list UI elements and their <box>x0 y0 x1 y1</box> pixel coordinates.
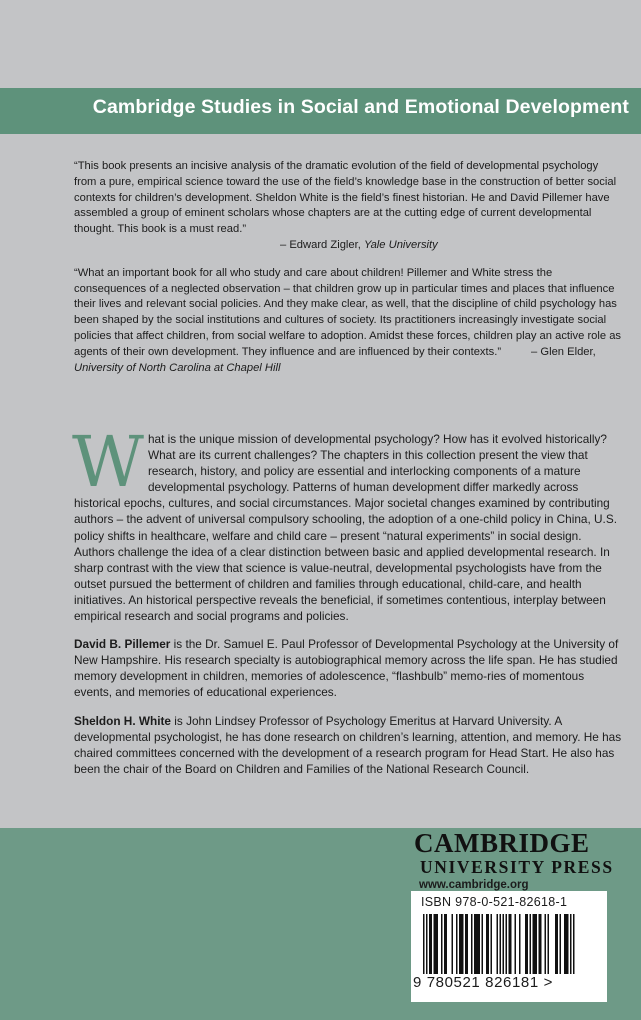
barcode-digits: 9 780521 826181 > <box>413 974 553 991</box>
barcode-bar <box>465 914 468 974</box>
endorsement-author: – Glen Elder, <box>531 345 596 358</box>
barcode-bar <box>434 914 439 974</box>
barcode-digit-text: 9 780521 826181 <box>413 974 539 991</box>
barcode-bar <box>515 914 517 974</box>
publisher-logo <box>414 829 614 893</box>
barcode-bar <box>506 914 508 974</box>
barcode-bar <box>497 914 499 974</box>
barcode-bar <box>491 914 493 974</box>
bio-name: David B. Pillemer <box>74 637 171 652</box>
barcode-bar <box>486 914 489 974</box>
barcode-bar <box>545 914 547 974</box>
isbn-label: ISBN 978-0-521-82618-1 <box>421 895 568 909</box>
barcode-bar <box>459 914 464 974</box>
series-title: Cambridge Studies in Social and Emotional Development <box>92 96 629 118</box>
barcode-bar <box>555 914 558 974</box>
endorsement-affiliation: University of North Carolina at Chapel Hill <box>74 361 281 374</box>
barcode-bar <box>500 914 502 974</box>
publisher-press: UNIVERSITY PRESS <box>420 857 614 877</box>
barcode-bar <box>429 914 432 974</box>
endorsement-text <box>74 266 622 377</box>
bio-text: is John Lindsey Professor of Psychology Emeritus at Harvard University. A developmental psychologist, he has done research on children’s learning, attention, and memory. He has chaired committees concerned with the development of a research program for Head Start. He also has been the chair of the Board on Children and Families of the National Research Council. <box>74 713 622 776</box>
publisher-url[interactable]: www.cambridge.org <box>419 879 529 891</box>
bio-pillemer <box>74 636 622 700</box>
barcode-bar <box>444 914 447 974</box>
barcode-bar <box>564 914 569 974</box>
publisher-name: CAMBRIDGE <box>414 828 590 858</box>
endorsement-attribution <box>74 238 622 254</box>
barcode-bar <box>509 914 512 974</box>
endorsement-zigler <box>74 159 622 254</box>
barcode-box <box>411 891 607 1002</box>
endorsement-elder <box>74 266 622 377</box>
barcode-bar <box>519 914 521 974</box>
endorsement-text-body: “What an important book for all who study and care about children! Pillemer and White stress the consequences of a neglected observation – that children grow up in particular times and places that influence their lives and relevant social policies. And they make clear, as well, that the discipline of child psychology has been shaped by the social institutions and cultures of society. Its practitioners increasingly investigate social policies that affect children, from social welfare to adoption. Amidst these forces, children play an active role as agents of their own development. They influence and are influenced by their contexts.” <box>74 266 622 358</box>
barcode-bar <box>426 914 428 974</box>
barcode-bar <box>525 914 528 974</box>
barcode-bar <box>539 914 542 974</box>
endorsement-author: – Edward Zigler, <box>280 238 364 251</box>
barcode-bar <box>573 914 575 974</box>
bio-name: Sheldon H. White <box>74 713 171 728</box>
barcode-bar <box>530 914 532 974</box>
book-description <box>72 421 622 777</box>
barcode-bar <box>456 914 458 974</box>
barcode-bar <box>452 914 454 974</box>
barcode-bar <box>503 914 505 974</box>
barcode-bar <box>560 914 562 974</box>
endorsements <box>74 159 622 376</box>
endorsement-affiliation: Yale University <box>363 238 438 251</box>
endorsement-text: “This book presents an incisive analysis of the dramatic evolution of the field of developmental psychology from a pure, empirical science toward the use of the field’s knowledge base in the construction of better social contexts for children’s development. Sheldon White is the field’s finest historian. He and David Pillemer have assembled a group of eminent scholars whose chapters are at the cutting edge of current developmental thought. This book is a must read.” <box>74 160 617 236</box>
barcode-icon <box>421 914 597 976</box>
barcode-bar <box>482 914 484 974</box>
bio-white <box>74 713 622 777</box>
drop-cap: W <box>72 421 144 503</box>
bio-text: is the Dr. Samuel E. Paul Professor of Developmental Psychology at the University of New Hampshire. His research specialty is autobiographical memory across the life span. He has studied memory development in children, memories of adolescence, “flashbulb” memo-ries of momentous events, and memories of educational experiences. <box>74 637 619 700</box>
barcode-bar <box>570 914 572 974</box>
barcode-bar <box>423 914 425 974</box>
barcode-bar <box>471 914 473 974</box>
description-text: hat is the unique mission of developmental psychology? How has it evolved historically? What are its current challenges? The chapters in this collection present the view that research, history, and policy are essential and interlocking components of a mature developmental psychology. Patterns of human development differ markedly across historical epochs, cultures, and social circumstances. Major societal changes examined by contributing authors – the advent of universal compulsory schooling, the adoption of a one-child policy in China, U.S. policy shifts in healthcare, welfare and child care – present “natural experiments” in social design. Authors challenge the idea of a clear distinction between basic and applied developmental research. In sharp contrast with the view that science is value-neutral, developmental psychologists have from the outset pursued the betterment of children and families through educational, child-care, and health initiatives. An historical perspective reveals the beneficial, if sometimes contentious, interplay between empirical research and social programs and policies. <box>74 432 617 624</box>
barcode-bar <box>533 914 538 974</box>
barcode-bar <box>474 914 480 974</box>
barcode-bar <box>548 914 550 974</box>
barcode-bar <box>441 914 443 974</box>
